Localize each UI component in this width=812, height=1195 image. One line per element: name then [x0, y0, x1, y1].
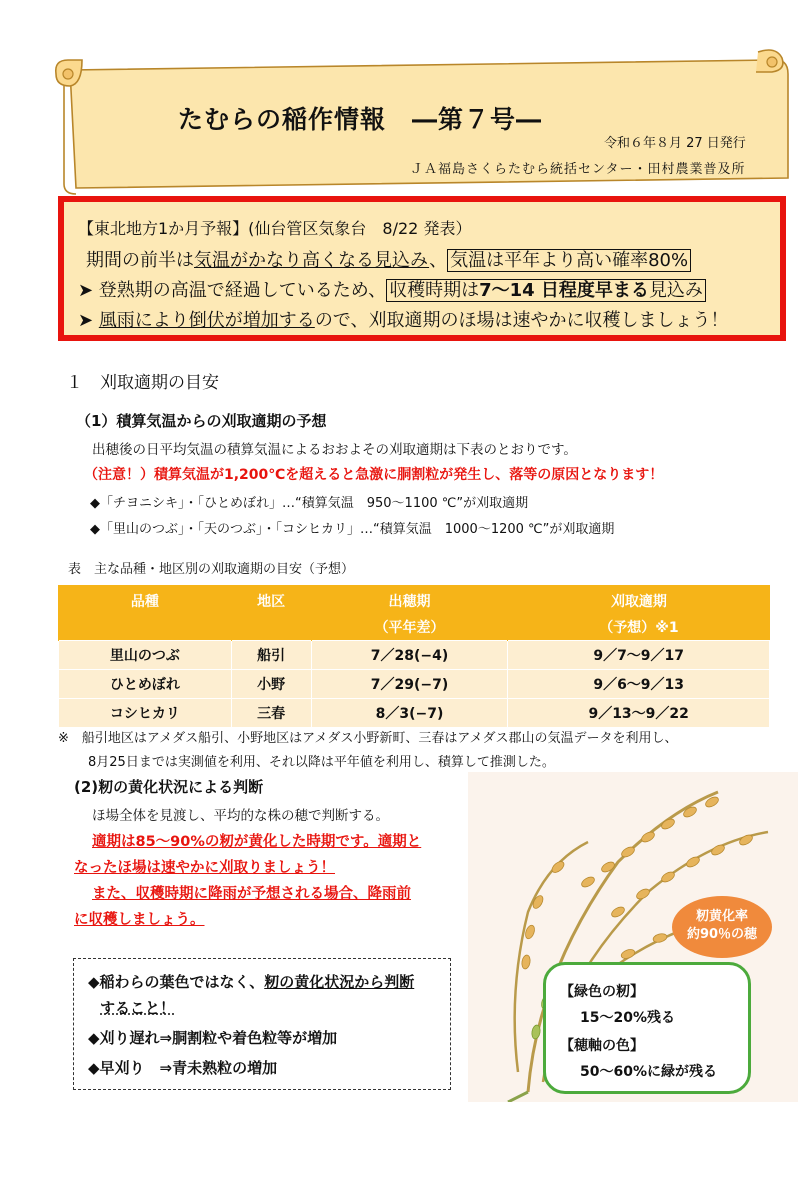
forecast-line-lodging: ➤ 風雨により倒伏が増加するので、刈取適期のほ場は速やかに収穫しましょう！ — [78, 310, 729, 331]
green-grain-value: 15～20%残る — [580, 1010, 675, 1026]
paragraph-1: 出穂後の日平均気温の積算気温によるおおよその刈取適期は下表のとおりです。 — [92, 442, 577, 458]
red-advice-3: また、収穫時期に降雨が予想される場合、降雨前 — [92, 886, 411, 902]
table-caption: 表 主な品種・地区別の刈取適期の目安（予想） — [68, 562, 355, 577]
warning-text: （注意！）積算気温が1,200℃を超えると急激に胴割粒が発生し、落等の原因となります！ — [84, 467, 664, 483]
table-cell: 小野 — [231, 670, 311, 699]
table-cell: 8／3(−7) — [311, 699, 508, 728]
table-cell: 9／7～9／17 — [508, 641, 770, 670]
paragraph-2: ほ場全体を見渡し、平均的な株の穂で判断する。 — [92, 808, 389, 824]
bullet-1: ◆「チヨニシキ」・「ひとめぼれ」…“積算気温 950～1100 ℃”が刈取適期 — [90, 496, 529, 511]
table-cell: 里山のつぶ — [59, 641, 232, 670]
table-cell: コシヒカリ — [59, 699, 232, 728]
table-cell: 9／6～9／13 — [508, 670, 770, 699]
tip-2: ◆刈り遅れ⇒胴割粒や着色粒等が増加 — [88, 1029, 338, 1047]
table-header: 品種 — [59, 585, 232, 641]
table-cell: 7／29(−7) — [311, 670, 508, 699]
tip-1-cont: すること！ — [100, 999, 176, 1017]
red-advice-4: に収穫しましょう。 — [74, 912, 205, 928]
red-advice-1: 適期は85～90%の籾が黄化した時期です。適期と — [92, 834, 422, 850]
forecast-box — [58, 196, 786, 341]
harvest-table — [58, 585, 770, 728]
issue-date: 令和６年８月 27 日発行 — [604, 136, 746, 151]
table-note-1: ※ 船引地区はアメダス船引、小野地区はアメダス小野新町、三春はアメダス郡山の気温データを利用し、 — [58, 731, 678, 746]
table-cell: ひとめぼれ — [59, 670, 232, 699]
table-header: 地区 — [231, 585, 311, 641]
forecast-line-harvest: ➤ 登熟期の高温で経過しているため、 収穫時期は7～14 日程度早まる見込み — [78, 276, 706, 302]
forecast-heading: 【東北地方1か月予報】(仙台管区気象台 8/22 発表） — [78, 219, 472, 238]
red-advice-2: なったほ場は速やかに刈取りましょう！ — [74, 860, 335, 876]
table-cell: 7／28(−4) — [311, 641, 508, 670]
green-info-box — [543, 962, 751, 1094]
stem-color-label: 【穂軸の色】 — [560, 1038, 644, 1054]
table-header-row — [59, 585, 770, 641]
bullet-2: ◆「里山のつぶ」・「天のつぶ」・「コシヒカリ」…“積算気温 1000～1200 ℃”が刈取適期 — [90, 522, 615, 537]
table-cell: 三春 — [231, 699, 311, 728]
forecast-line-temperature: 期間の前半は気温がかなり高くなる見込み、 気温は平年より高い確率80% — [86, 246, 691, 272]
table-row — [59, 670, 770, 699]
table-row — [59, 699, 770, 728]
green-grain-label: 【緑色の籾】 — [560, 984, 644, 1000]
section-heading: １ 刈取適期の目安 — [66, 373, 219, 393]
subsection-heading-1: （1）積算気温からの刈取適期の予想 — [76, 412, 327, 430]
tips-box — [73, 958, 451, 1090]
tip-3: ◆早刈り ⇒青未熟粒の増加 — [88, 1059, 278, 1077]
tip-1: ◆稲わらの葉色ではなく、籾の黄化状況から判断 — [88, 973, 415, 991]
table-note-2: 8月25日までは実測値を利用、それ以降は平年値を利用し、積算して推測した。 — [88, 755, 555, 770]
page-title: たむらの稲作情報 ―第７号― — [178, 105, 543, 134]
table-header: 刈取適期 （予想）※1 — [508, 585, 770, 641]
table-row — [59, 641, 770, 670]
yellowing-rate-badge: 籾黄化率 約90％の穂 — [672, 896, 772, 958]
table-cell: 船引 — [231, 641, 311, 670]
table-header: 出穂期 （平年差） — [311, 585, 508, 641]
subsection-heading-2: (2)籾の黄化状況による判断 — [74, 778, 264, 796]
table-cell: 9／13～9／22 — [508, 699, 770, 728]
publisher: ＪＡ福島さくらたむら統括センター・田村農業普及所 — [410, 162, 746, 177]
stem-color-value: 50～60%に緑が残る — [580, 1064, 717, 1080]
